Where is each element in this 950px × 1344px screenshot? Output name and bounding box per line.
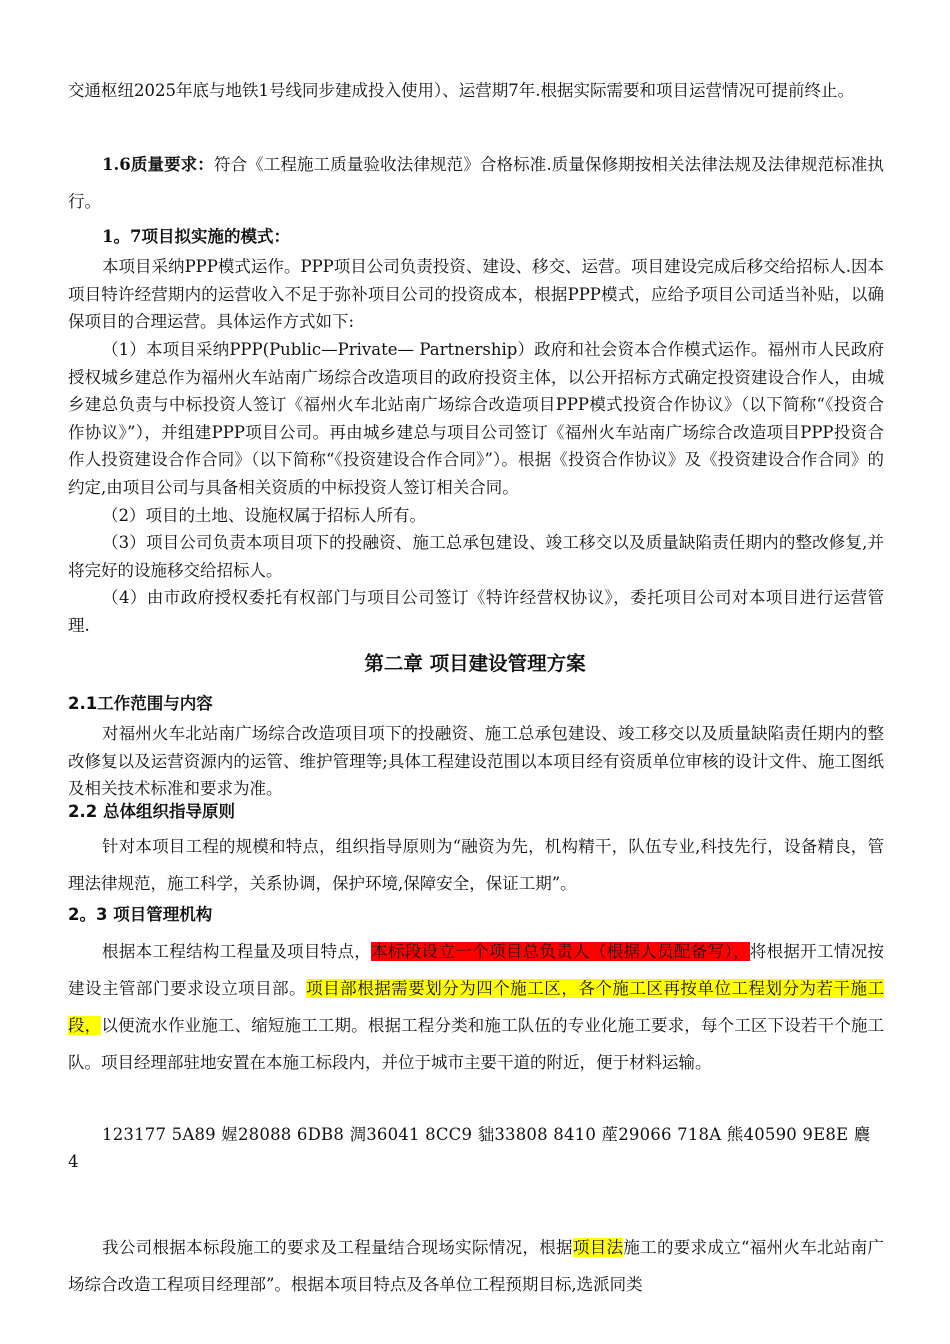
code-sequence-line: 123177 5A89 媉28088 6DB8 淍36041 8CC9 貀33808 8410 蓙29066 718A 熊40590 9E8E 麎 <box>102 1125 871 1144</box>
closing-text-part-2: 施工的要求成立“福州火车北站南广场综合改造工程项目经理部”。根据本项目特点及各单位工程预期目标,选派同类 <box>68 1238 885 1294</box>
section-1-7-intro: 本项目采纳PPP模式运作。PPP项目公司负责投资、建设、移交、运营。项目建设完成后移交给招标人.因本项目特许经营期内的运营收入不足于弥补项目公司的投资成本，根据PPP模式，应给予项目公司适当补贴，以确保项目的合理运营。具体运作方式如下: <box>68 257 884 331</box>
section-1-7-item-2: （2）项目的土地、设施权属于招标人所有。 <box>102 506 426 525</box>
section-2-3-text-part-2: 将根据开工情况按建设主管部门要求设立项目部。 <box>68 942 885 998</box>
section-2-3-text-part-3: 以便流水作业施工、缩短施工工期。根据工程分类和施工队伍的专业化施工要求，每个工区下设若干个施工队。项目经理部驻地安置在本施工标段内，并位于城市主要干道的附近，便于材料运输。 <box>68 1016 884 1072</box>
closing-paragraph <box>68 1229 884 1303</box>
section-2-2-heading: 2.2 总体组织指导原则 <box>68 802 235 821</box>
highlight-red: 本标段设立一个项目总负责人（根据人员配备写）， <box>371 942 750 961</box>
paragraph-continuation: 交通枢纽2025年底与地铁1号线同步建成投入使用）、运营期7年.根据实际需要和项目运营情况可提前终止。 <box>68 81 854 100</box>
highlight-yellow-project-method: 项目法 <box>572 1238 624 1257</box>
highlight-yellow: 项目部根据需要划分为四个施工区，各个施工区再按单位工程划分为若干施工段， <box>68 979 885 1035</box>
section-2-3-heading: 2。3 项目管理机构 <box>68 905 213 924</box>
section-1-7-item-1: （1）本项目采纳PPP(Public—Private— Partnership）政府和社会资本合作模式运作。福州市人民政府授权城乡建总作为福州火车站南广场综合改造项目的政府投资主体，以公开招标方式确定投资建设合作人，由城乡建总负责与中标投资人签订《福州火车北站南广场综合改造项目PPP模式投资合作协议》（以下简称“《投资合作协议》”），并组建PPP项目公司。再由城乡建总与项目公司签订《福州火车站南广场综合改造项目PPP投资合作人投资建设合作合同》（以下简称“《投资建设合作合同》”）。根据《投资合作协议》及《投资建设合作合同》的约定,由项目公司与具备相关资质的中标投资人签订相关合同。 <box>68 340 884 497</box>
section-2-3-text <box>68 933 884 1081</box>
section-1-6-text: 符合《工程施工质量验收法律规范》合格标准.质量保修期按相关法律法规及法律规范标准执行。 <box>68 155 884 211</box>
section-1-6 <box>68 146 884 220</box>
section-2-1-heading: 2.1工作范围与内容 <box>68 694 213 713</box>
section-1-6-label: 1.6质量要求： <box>102 155 214 174</box>
section-1-7-item-3: （3）项目公司负责本项目项下的投融资、施工总承包建设、竣工移交以及质量缺陷责任期内的整改修复,并将完好的设施移交给招标人。 <box>68 533 884 580</box>
closing-text-part-1: 我公司根据本标段施工的要求及工程量结合现场实际情况，根据 <box>102 1238 573 1257</box>
chapter-2-title: 第二章 项目建设管理方案 <box>364 652 586 675</box>
section-1-7-heading: 1。7项目拟实施的模式： <box>102 227 290 246</box>
section-1-7-item-4: （4）由市政府授权委托有权部门与项目公司签订《特许经营权协议》，委托项目公司对本项目进行运营管理. <box>68 588 884 635</box>
section-2-1-text: 对福州火车北站南广场综合改造项目项下的投融资、施工总承包建设、竣工移交以及质量缺陷责任期内的整改修复以及运营资源内的运管、维护管理等;具体工程建设范围以本项目经有资质单位审核的设计文件、施工图纸及相关技术标准和要求为准。 <box>68 724 884 798</box>
page-number: 4 <box>68 1152 79 1171</box>
section-2-3-text-part-1: 根据本工程结构工程量及项目特点， <box>102 942 372 961</box>
section-2-2-text: 针对本项目工程的规模和特点，组织指导原则为“融资为先，机构精干，队伍专业,科技先行，设备精良，管理法律规范，施工科学，关系协调，保护环境,保障安全，保证工期”。 <box>68 837 884 893</box>
